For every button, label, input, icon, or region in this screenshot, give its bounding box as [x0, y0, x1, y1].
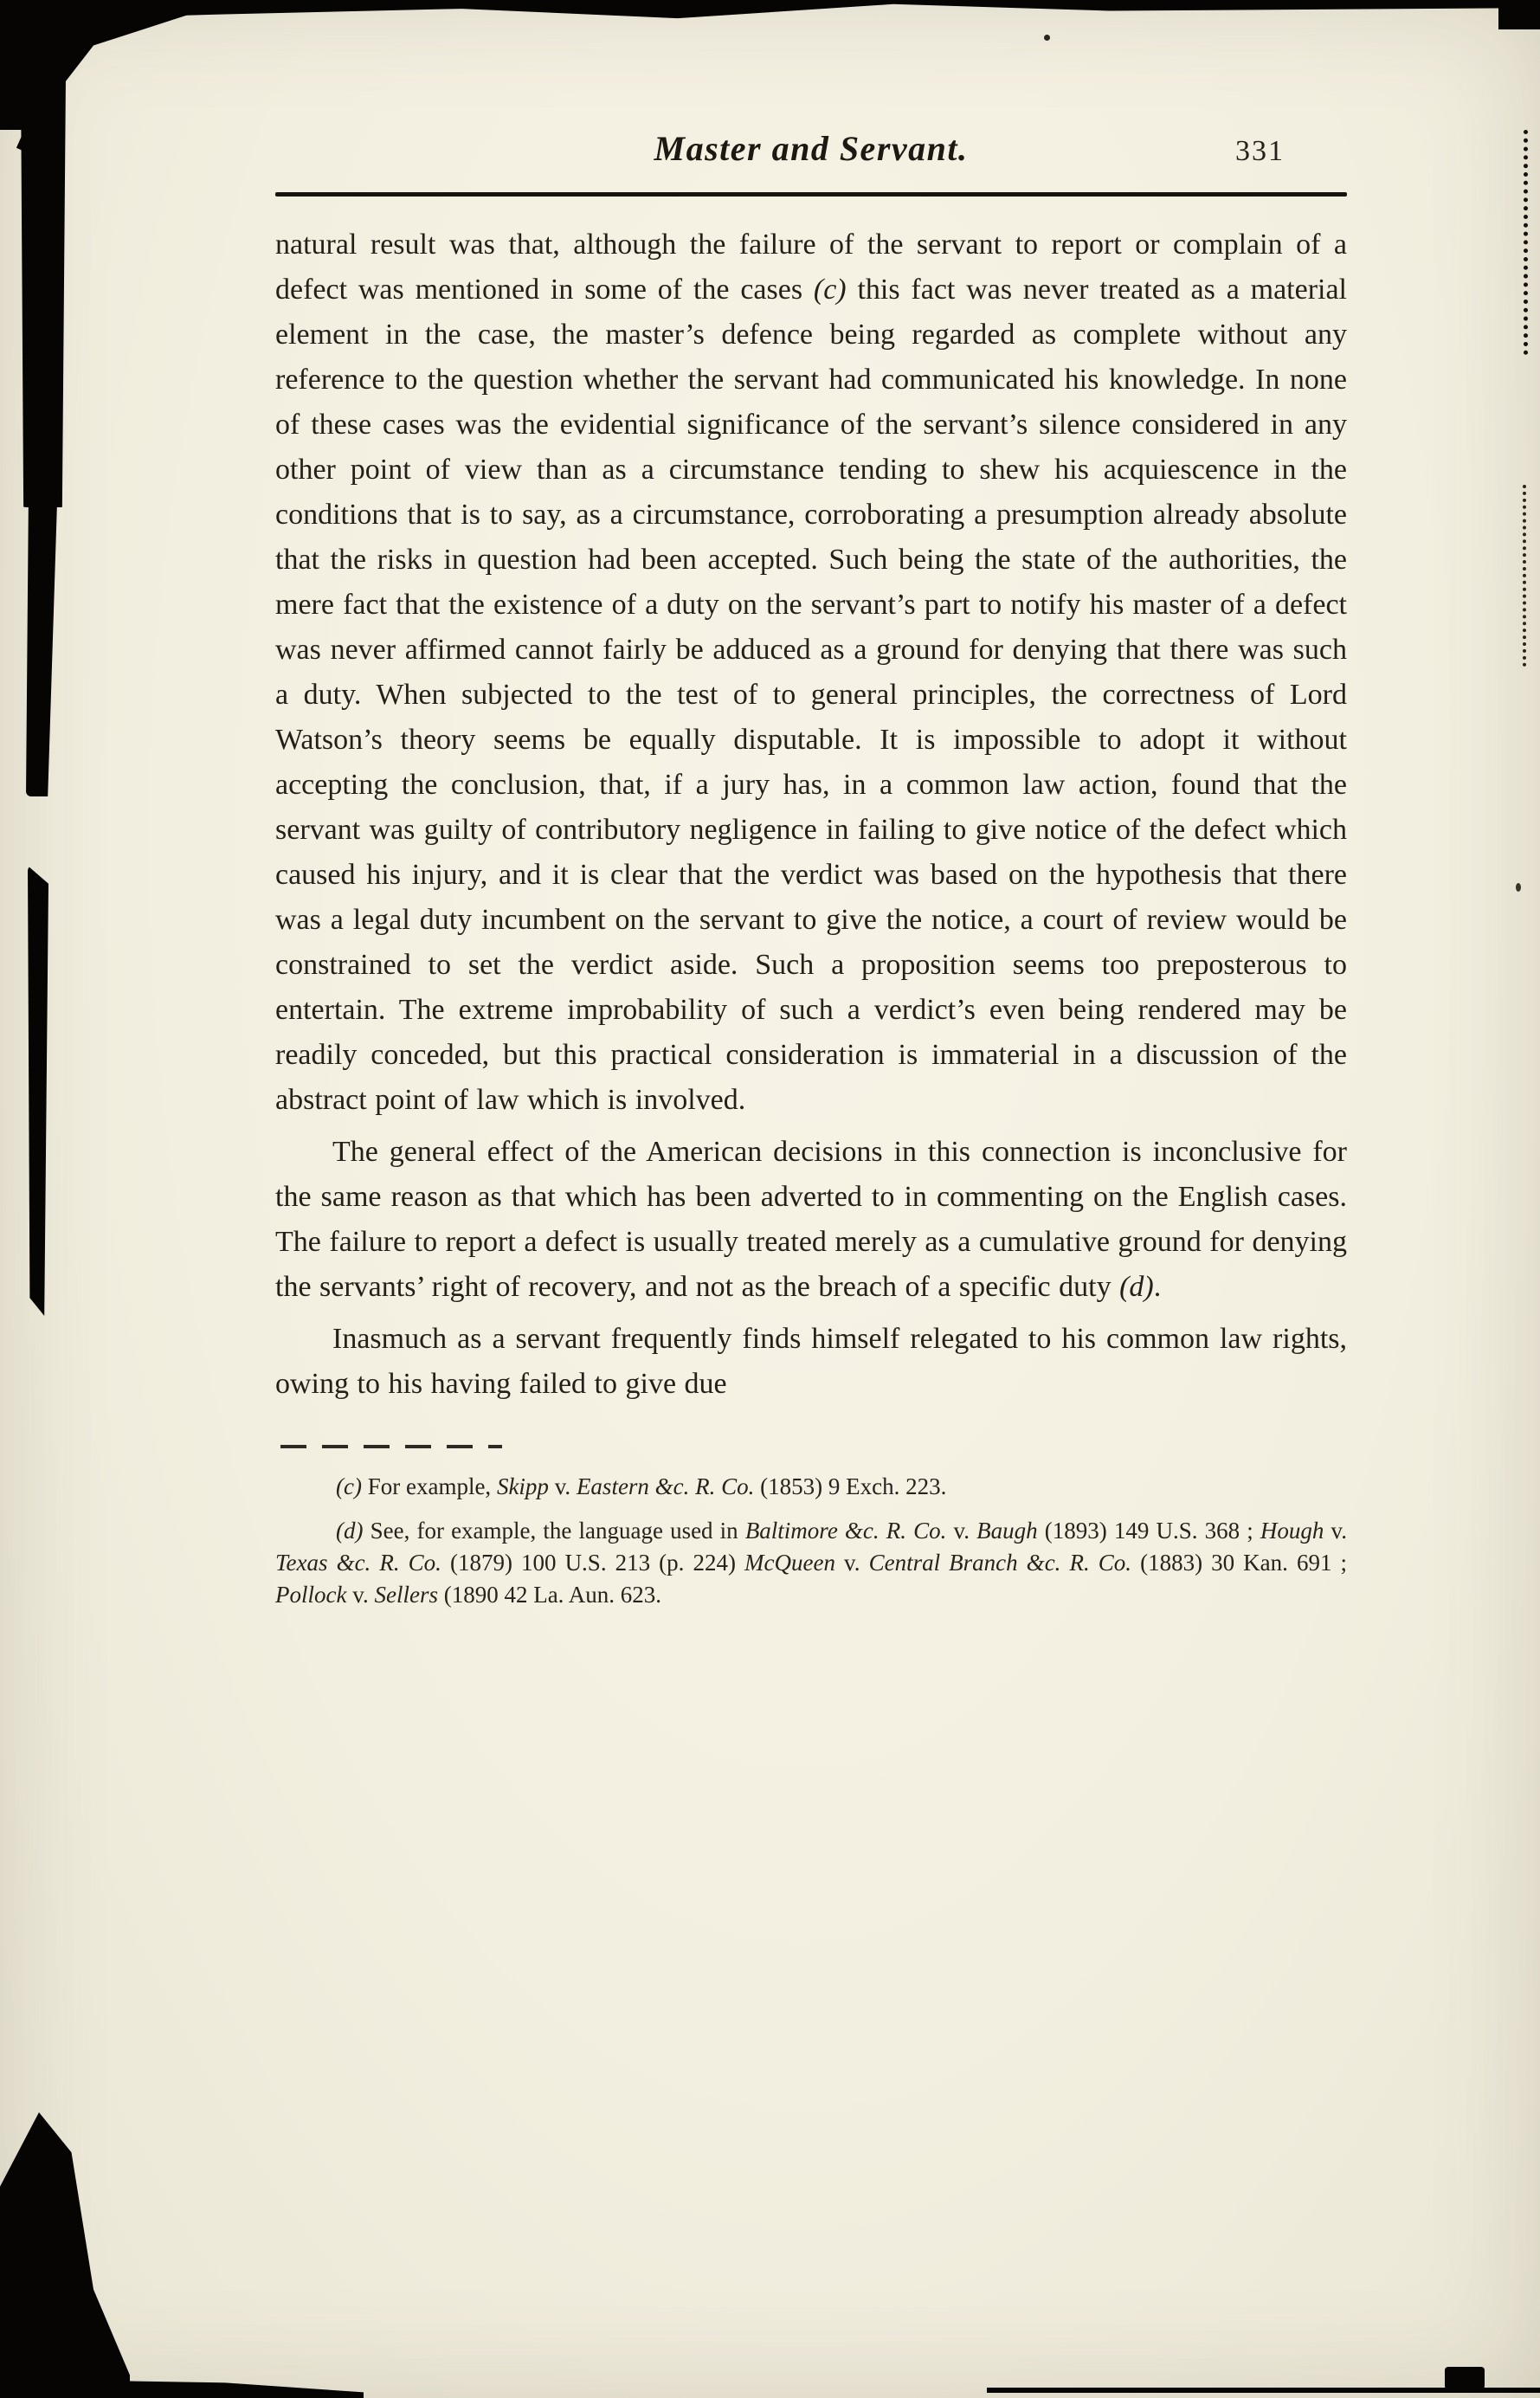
footnote-c: (c) For example, Skipp v. Eastern &c. R. Co. (1853) 9 Exch. 223. [336, 1473, 947, 1499]
paragraph: Inasmuch as a servant frequently finds himself relegated to his common law rights, owing to his having failed to give due [275, 1323, 1347, 1400]
scan-artifact-left-bar [28, 866, 48, 1316]
scan-artifact-right-ticks [1524, 130, 1528, 355]
paragraph: The general effect of the American decisions in this connection is inconclusive for the same reason as that which has been adverted to in commenting on the English cases. The failure to report a defect is usually treated merely as a cumulative ground for denying the servants’ right of recovery, and not as the breach of a specific duty (d). [275, 1136, 1347, 1303]
footnote-d: (d) See, for example, the language used in Baltimore &c. R. Co. v. Baugh (1893) 149 U.S. 368 ; Hough v. Texas &c. R. Co. (1879) 100 U.S. 213 (p. 224) McQueen v. Central Branch &c. R. Co. (1883) 30 Kan. 691 ; Pollock v. Sellers (1890 42 La. Aun. 623. [275, 1518, 1348, 1608]
page-number: 331 [1235, 135, 1285, 167]
scan-artifact-bottom-left-blob [0, 2112, 130, 2398]
scan-artifact-bottom-right-mark [1445, 2367, 1485, 2389]
header-rule [275, 192, 1347, 197]
footnotes [275, 1471, 1347, 1611]
footnote-separator [280, 1445, 502, 1448]
page-header [275, 128, 1347, 178]
body-text [275, 222, 1347, 1407]
running-title: Master and Servant. [654, 129, 969, 168]
scan-artifact-top-band [0, 0, 1540, 21]
scan-artifact-top-right-chunk [1498, 0, 1540, 29]
paragraph: natural result was that, although the failure of the servant to report or complain of a defect was mentioned in some of the cases (c) this fact was never treated as a material element in the case, the master’s defence being regarded as complete without any reference to the question whether the servant had communicated his knowledge. In none of these cases was the evidential significance of the servant’s silence considered in any other point of view than as a circumstance tending to shew his acquiescence in the conditions that is to say, as a circumstance, corroborating a presumption already absolute that the risks in question had been accepted. Such being the state of the authorities, the mere fact that the existence of a duty on the servant’s part to notify his master of a defect was never affirmed cannot fairly be adduced as a ground for denying that there was such a duty. When subjected to the test of to general principles, the correctness of Lord Watson’s theory seems be equally disputable. It is impossible to adopt it without accepting the conclusion, that, if a jury has, in a common law action, found that the servant was guilty of contributory negligence in failing to give notice of the defect which caused his injury, and it is clear that the verdict was based on the hypothesis that there was a legal duty incumbent on the servant to give the notice, a court of review would be constrained to set the verdict aside. Such a proposition seems too preposterous to entertain. The extreme improbability of such a verdict’s even being rendered may be readily conceded, but this practical consideration is immaterial in a discussion of the abstract point of law which is involved. [275, 229, 1348, 1116]
scan-artifact-left-bar [21, 74, 66, 507]
scan-artifact-bottom-band [0, 2379, 364, 2398]
scan-artifact-right-ticks [1523, 485, 1526, 667]
scan-artifact-left-bar [26, 502, 57, 796]
scan-artifact-speck [1516, 883, 1521, 892]
page-content [275, 128, 1347, 1623]
scan-artifact-speck [1044, 35, 1050, 41]
